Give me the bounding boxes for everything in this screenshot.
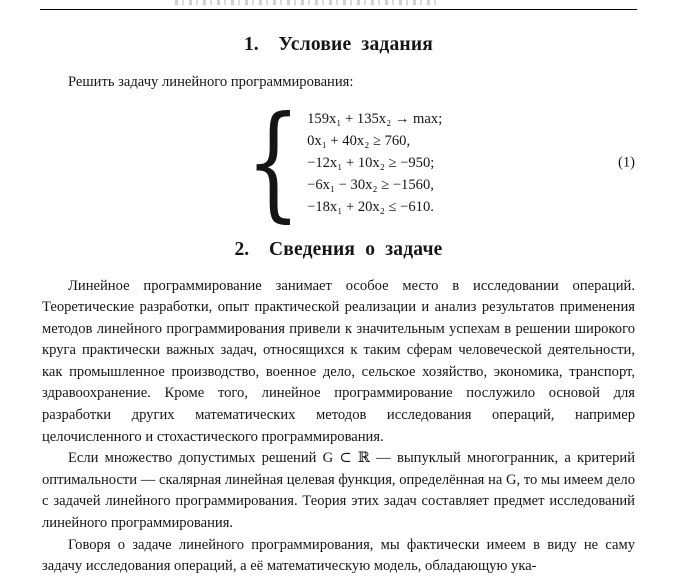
paragraph: Линейное программирование занимает особое место в исследовании операций. Теоретические разработки, опыт практической реализации и анализ результатов применения методов линейного программирования привели к значительным успехам в решении широкого круга практически важных задач, относящихся к таким сферам человеческой деятельности, как промышленное производство, военное дело, сельское хозяйство, экономика, транспорт, здравоохранение. Кроме того, линейное программирование послужило основой для разработки других математических методов исследования операций, например целочисленного и стохастического программирования. — [42, 277, 635, 445]
paragraph: Говоря о задаче линейного программирования, мы фактически имеем в виду не саму задачу исследования операций, а её математическую модель, обладающую ука- — [42, 536, 635, 575]
equation-line: 159x₁ + 135x₂ → max; — [307, 110, 443, 127]
paragraph: Если множество допустимых решений G ⊂ ℝ — выпуклый многогранник, а критерий оптимальности — скалярная линейная целевая функция, определённая на G, то мы имеем дело с задачей линейного программирования. Теория этих задач составляет предмет исследований линейного программирования. — [42, 450, 635, 532]
header-rule — [40, 9, 637, 10]
section-1-title: Условие задания — [278, 34, 434, 55]
left-brace: { — [245, 89, 301, 235]
equation-line: 0x₁ + 40x₂ ≥ 760, — [307, 132, 411, 149]
equation-system — [235, 89, 443, 235]
equation-line: −12x₁ + 10x₂ ≥ −950; — [307, 154, 435, 171]
section-heading-2 — [42, 239, 635, 261]
section-2-number: 2. — [234, 238, 250, 260]
section-heading-1 — [42, 34, 635, 56]
equation-line: −6x₁ − 30x₂ ≥ −1560, — [307, 176, 434, 193]
equation-line: −18x₁ + 20x₂ ≤ −610. — [307, 198, 434, 215]
equation-lines — [307, 108, 442, 218]
task-intro-text: Решить задачу линейного программирования: — [68, 74, 354, 90]
running-header-clipped — [175, 0, 440, 5]
equation-block — [42, 89, 635, 235]
equation-number: (1) — [617, 154, 635, 170]
section-2-title: Сведения о задаче — [268, 238, 443, 260]
section-1-number: 1. — [243, 34, 259, 55]
page-content — [42, 24, 635, 578]
